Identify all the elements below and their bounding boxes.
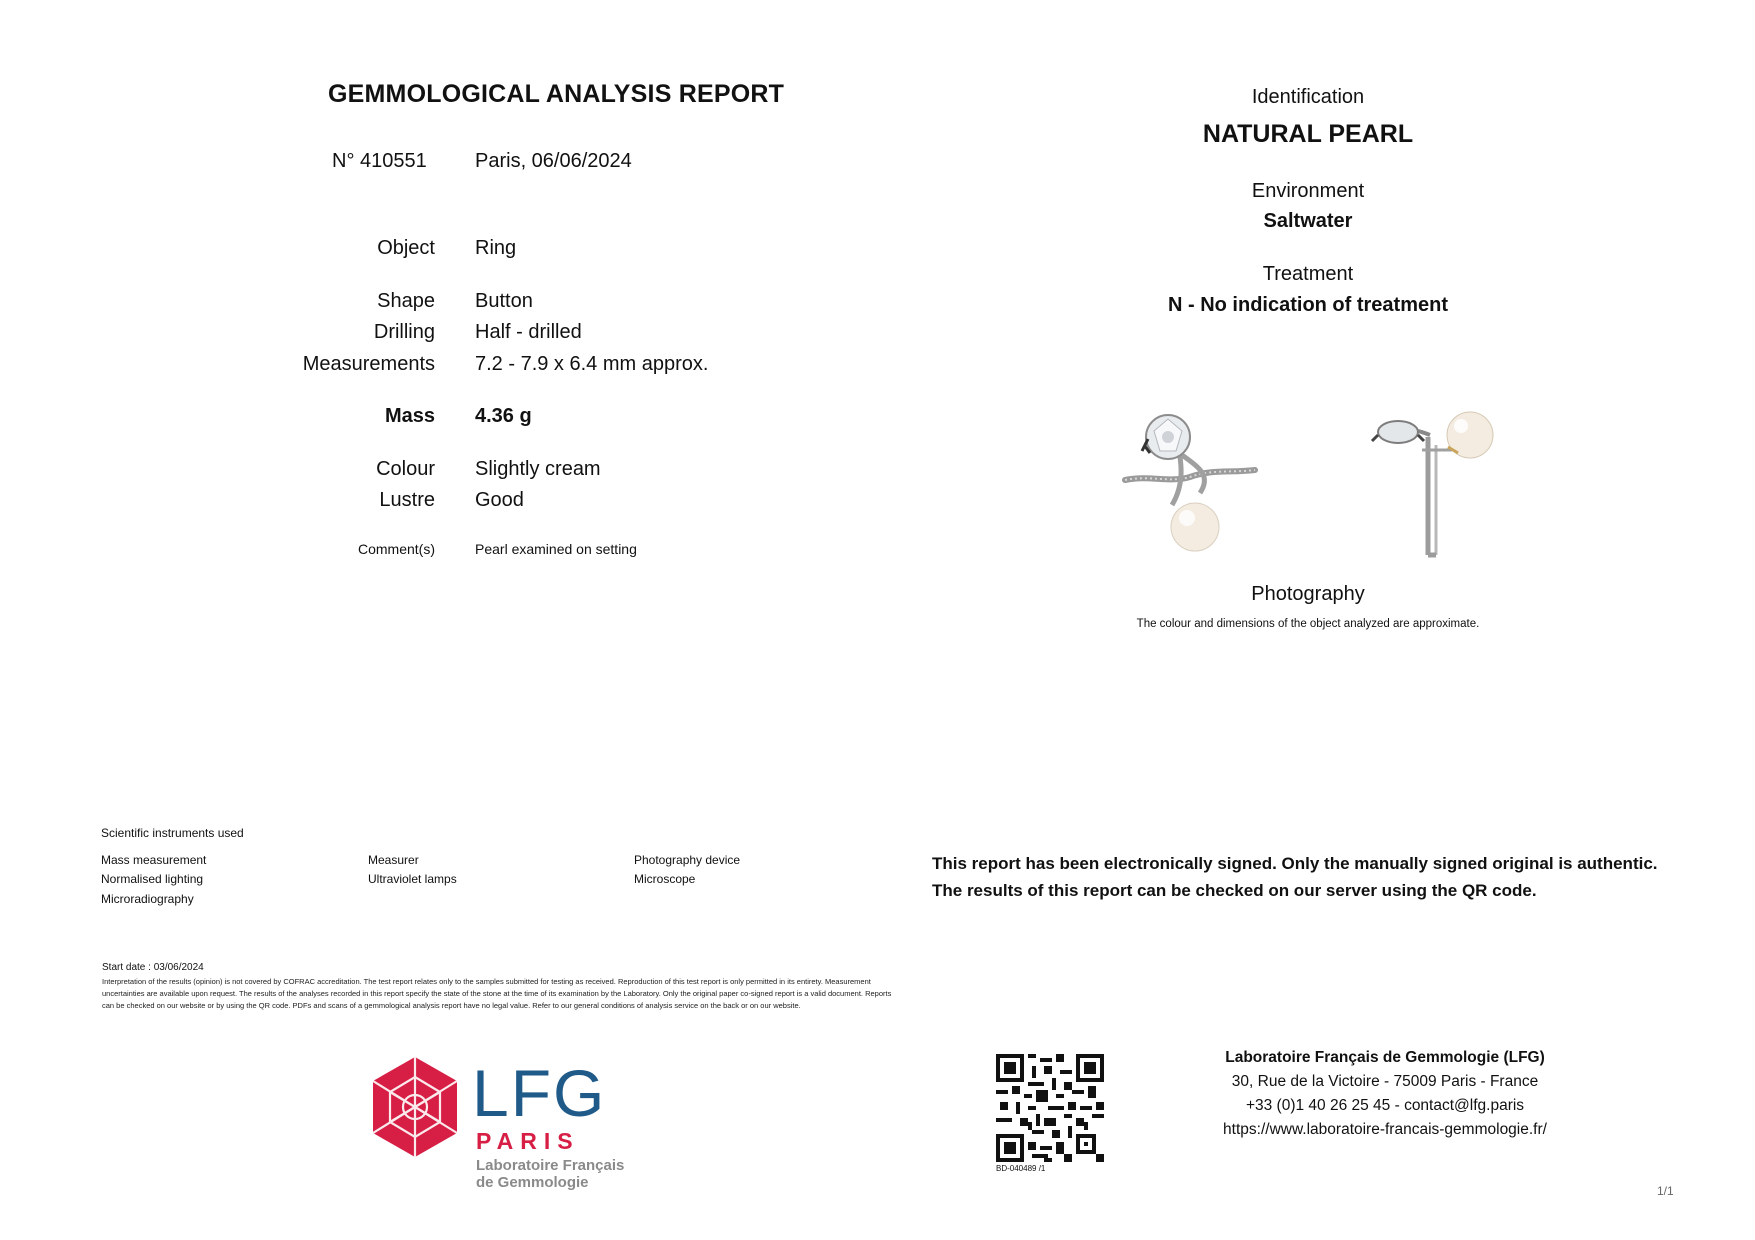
comments-label: Comment(s): [357, 541, 435, 557]
signature-notice-line1: This report has been electronically signed. Only the manually signed original is authentic.: [932, 854, 1658, 873]
instrument-item: Microradiography: [101, 892, 194, 906]
treatment-label: Treatment: [1262, 263, 1354, 285]
logo-subtitle-1: Laboratoire Français: [476, 1157, 625, 1174]
photography-note: The colour and dimensions of the object analyzed are approximate.: [1136, 618, 1480, 630]
lustre-value: Good: [475, 489, 524, 511]
instruments-heading: Scientific instruments used: [101, 826, 244, 840]
shape-value: Button: [475, 290, 533, 312]
report-number: N° 410551: [332, 150, 427, 172]
environment-value: Saltwater: [1263, 210, 1353, 232]
instrument-item: Photography device: [634, 853, 741, 867]
treatment-value: N - No indication of treatment: [1168, 294, 1448, 316]
measurements-value: 7.2 - 7.9 x 6.4 mm approx.: [475, 353, 709, 375]
object-label: Object: [377, 237, 435, 259]
lustre-label: Lustre: [379, 489, 435, 511]
report-title: GEMMOLOGICAL ANALYSIS REPORT: [328, 80, 785, 108]
logo-letters: LFG: [472, 1056, 607, 1130]
colour-label: Colour: [376, 458, 435, 480]
lab-website-link[interactable]: https://www.laboratoire-francais-gemmologie.fr/: [1223, 1121, 1547, 1138]
environment-label: Environment: [1251, 180, 1365, 202]
comments-value: Pearl examined on setting: [475, 541, 637, 557]
instrument-item: Normalised lighting: [101, 872, 204, 886]
logo-subtitle-2: de Gemmologie: [476, 1174, 589, 1191]
report-place-date: Paris, 06/06/2024: [475, 150, 632, 172]
identification-label: Identification: [1251, 86, 1365, 108]
disclaimer: Interpretation of the results (opinion) is not covered by COFRAC accreditation. The test report relates only to the samples submitted for testing as received. Reproduction of this test report is only permitted in its entirety. Measurement uncertainties are available upon request. The results of the analyses recorded in this report specify the state of the stone at the time of its examination by the Laboratory. Only the original paper co-signed report is a valid document. Reports can be checked on our website or by using the QR code. PDFs and scans of a gemmological analysis report have no legal value. Refer to our general conditions of analysis service on the back or on our website.: [102, 977, 892, 1010]
qr-code-id: BD-040489 /1: [996, 1164, 1046, 1173]
mass-label: Mass: [384, 405, 435, 427]
lab-name: Laboratoire Français de Gemmologie (LFG): [1225, 1049, 1545, 1066]
ring-photo-side: [1360, 405, 1510, 565]
ring-photo-front: [1120, 405, 1260, 565]
start-date: Start date : 03/06/2024: [102, 962, 204, 973]
lab-contact[interactable]: +33 (0)1 40 26 25 45 - contact@lfg.paris: [1245, 1097, 1525, 1114]
instrument-item: Ultraviolet lamps: [368, 872, 457, 886]
shape-label: Shape: [377, 290, 435, 312]
object-value: Ring: [475, 237, 517, 259]
identification-value: NATURAL PEARL: [1202, 120, 1414, 148]
signature-notice-line2: The results of this report can be checked on our server using the QR code.: [932, 881, 1537, 900]
instrument-item: Measurer: [368, 853, 419, 867]
lfg-hexagon-icon: [370, 1055, 460, 1159]
instrument-item: Mass measurement: [101, 853, 207, 867]
measurements-label: Measurements: [302, 353, 435, 375]
lab-address: 30, Rue de la Victoire - 75009 Paris - France: [1231, 1073, 1539, 1090]
qr-code[interactable]: [996, 1054, 1104, 1162]
mass-value: 4.36 g: [475, 405, 532, 427]
drilling-label: Drilling: [373, 321, 435, 343]
page-number: 1/1: [1657, 1184, 1674, 1198]
colour-value: Slightly cream: [475, 458, 601, 480]
drilling-value: Half - drilled: [475, 321, 582, 343]
logo-city: PARIS: [476, 1128, 580, 1154]
photography-label: Photography: [1251, 583, 1365, 605]
instrument-item: Microscope: [634, 872, 696, 886]
